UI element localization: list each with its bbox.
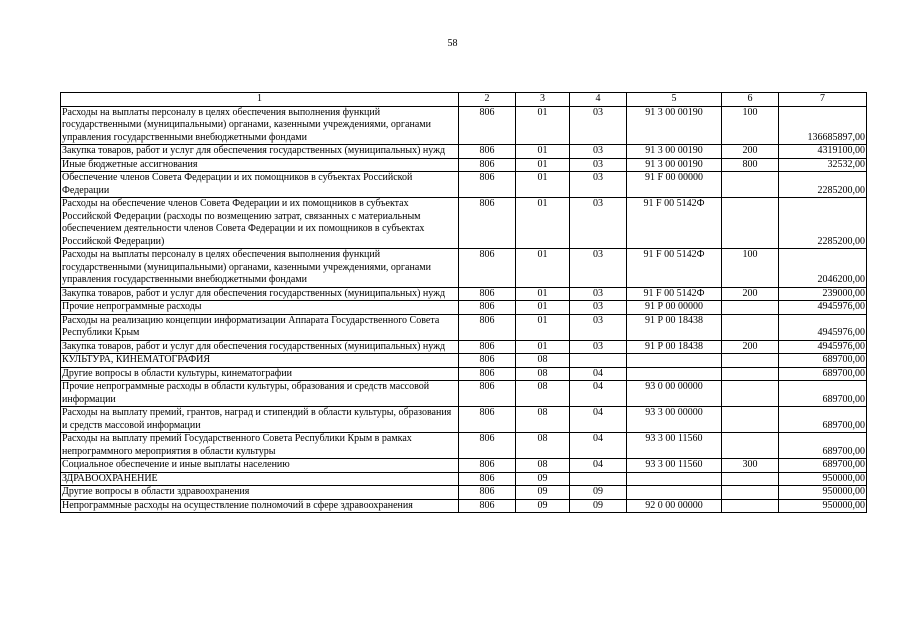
section-code-cell: 08: [516, 367, 570, 381]
amount-cell: 4945976,00: [779, 314, 867, 340]
subsection-code-cell: 03: [570, 287, 627, 301]
target-article-cell: 91 Р 00 00000: [627, 301, 722, 315]
amount-cell: 32532,00: [779, 158, 867, 172]
expense-type-cell: [722, 314, 779, 340]
amount-cell: 4945976,00: [779, 340, 867, 354]
table-row: [61, 106, 867, 145]
target-article-cell: 91 F 00 5142Ф: [627, 198, 722, 249]
target-article-cell: 93 3 00 11560: [627, 459, 722, 473]
subsection-code-cell: 04: [570, 433, 627, 459]
expense-name-cell: Социальное обеспечение и иные выплаты населению: [61, 459, 459, 473]
ministry-code-cell: 806: [459, 145, 516, 159]
subsection-code-cell: 04: [570, 407, 627, 433]
expense-name-cell: Закупка товаров, работ и услуг для обеспечения государственных (муниципальных) нужд: [61, 287, 459, 301]
subsection-code-cell: 03: [570, 314, 627, 340]
amount-cell: 950000,00: [779, 486, 867, 500]
expense-name-cell: Расходы на выплаты персоналу в целях обеспечения выполнения функций государственными (муниципальными) органами, казенными учреждениями, органами управления государственными внебюджетными фондами: [61, 106, 459, 145]
table-row: [61, 287, 867, 301]
expense-type-cell: 100: [722, 106, 779, 145]
expense-name-cell: КУЛЬТУРА, КИНЕМАТОГРАФИЯ: [61, 354, 459, 368]
section-code-cell: 01: [516, 340, 570, 354]
ministry-code-cell: 806: [459, 459, 516, 473]
section-code-cell: 01: [516, 314, 570, 340]
ministry-code-cell: 806: [459, 301, 516, 315]
table-row: [61, 158, 867, 172]
table-row: [61, 301, 867, 315]
table-row: [61, 486, 867, 500]
subsection-code-cell: 04: [570, 367, 627, 381]
table-row: [61, 472, 867, 486]
section-code-cell: 01: [516, 145, 570, 159]
expense-type-cell: [722, 367, 779, 381]
target-article-cell: 91 Р 00 18438: [627, 314, 722, 340]
amount-cell: 2285200,00: [779, 172, 867, 198]
section-code-cell: 08: [516, 381, 570, 407]
amount-cell: 2046200,00: [779, 249, 867, 288]
subsection-code-cell: 03: [570, 145, 627, 159]
expense-name-cell: Иные бюджетные ассигнования: [61, 158, 459, 172]
expense-name-cell: ЗДРАВООХРАНЕНИЕ: [61, 472, 459, 486]
target-article-cell: [627, 367, 722, 381]
section-code-cell: 01: [516, 158, 570, 172]
table-row: [61, 145, 867, 159]
subsection-code-cell: 03: [570, 106, 627, 145]
column-header-7: 7: [779, 93, 867, 107]
amount-cell: 4319100,00: [779, 145, 867, 159]
table-row: [61, 367, 867, 381]
expense-type-cell: [722, 433, 779, 459]
amount-cell: 689700,00: [779, 433, 867, 459]
ministry-code-cell: 806: [459, 486, 516, 500]
subsection-code-cell: 09: [570, 486, 627, 500]
target-article-cell: 91 F 00 5142Ф: [627, 287, 722, 301]
target-article-cell: 91 3 00 00190: [627, 158, 722, 172]
expense-type-cell: [722, 472, 779, 486]
ministry-code-cell: 806: [459, 354, 516, 368]
expense-type-cell: [722, 301, 779, 315]
subsection-code-cell: 03: [570, 249, 627, 288]
expense-name-cell: Расходы на обеспечение членов Совета Федерации и их помощников в субъектах Российской Федерации (расходы по возмещению затрат, связанных с материальным обеспечением деятельности членов Совета Федерации и их помощников в субъектах Российской Федерации): [61, 198, 459, 249]
target-article-cell: 91 Р 00 18438: [627, 340, 722, 354]
page-number: 58: [447, 38, 458, 49]
target-article-cell: 91 3 00 00190: [627, 145, 722, 159]
ministry-code-cell: 806: [459, 381, 516, 407]
amount-cell: 239000,00: [779, 287, 867, 301]
table-row: [61, 198, 867, 249]
target-article-cell: 91 3 00 00190: [627, 106, 722, 145]
target-article-cell: 93 3 00 00000: [627, 407, 722, 433]
expense-type-cell: [722, 486, 779, 500]
ministry-code-cell: 806: [459, 106, 516, 145]
expense-type-cell: [722, 354, 779, 368]
subsection-code-cell: 03: [570, 172, 627, 198]
table-row: [61, 314, 867, 340]
target-article-cell: 91 F 00 00000: [627, 172, 722, 198]
target-article-cell: [627, 354, 722, 368]
ministry-code-cell: 806: [459, 172, 516, 198]
table-row: [61, 172, 867, 198]
ministry-code-cell: 806: [459, 158, 516, 172]
table-row: [61, 459, 867, 473]
column-header-3: 3: [516, 93, 570, 107]
subsection-code-cell: 04: [570, 459, 627, 473]
subsection-code-cell: 03: [570, 301, 627, 315]
section-code-cell: 01: [516, 198, 570, 249]
section-code-cell: 01: [516, 301, 570, 315]
column-header-5: 5: [627, 93, 722, 107]
amount-cell: 950000,00: [779, 499, 867, 513]
column-header-4: 4: [570, 93, 627, 107]
target-article-cell: 92 0 00 00000: [627, 499, 722, 513]
section-code-cell: 09: [516, 472, 570, 486]
subsection-code-cell: 03: [570, 158, 627, 172]
amount-cell: 136685897,00: [779, 106, 867, 145]
subsection-code-cell: 04: [570, 381, 627, 407]
expense-name-cell: Расходы на выплату премий Государственного Совета Республики Крым в рамках непрограммного мероприятия в области культуры: [61, 433, 459, 459]
expense-name-cell: Закупка товаров, работ и услуг для обеспечения государственных (муниципальных) нужд: [61, 145, 459, 159]
ministry-code-cell: 806: [459, 314, 516, 340]
amount-cell: 950000,00: [779, 472, 867, 486]
ministry-code-cell: 806: [459, 367, 516, 381]
expense-type-cell: [722, 499, 779, 513]
expense-name-cell: Расходы на реализацию концепции информатизации Аппарата Государственного Совета Республики Крым: [61, 314, 459, 340]
expense-type-cell: 100: [722, 249, 779, 288]
subsection-code-cell: [570, 472, 627, 486]
table-row: [61, 433, 867, 459]
ministry-code-cell: 806: [459, 499, 516, 513]
expense-name-cell: Другие вопросы в области культуры, кинематографии: [61, 367, 459, 381]
subsection-code-cell: 03: [570, 340, 627, 354]
target-article-cell: 93 3 00 11560: [627, 433, 722, 459]
amount-cell: 689700,00: [779, 381, 867, 407]
section-code-cell: 01: [516, 106, 570, 145]
ministry-code-cell: 806: [459, 472, 516, 486]
expense-type-cell: 200: [722, 340, 779, 354]
expense-name-cell: Другие вопросы в области здравоохранения: [61, 486, 459, 500]
table-row: [61, 340, 867, 354]
target-article-cell: [627, 486, 722, 500]
ministry-code-cell: 806: [459, 340, 516, 354]
table-header-row: [61, 93, 867, 107]
expense-name-cell: Обеспечение членов Совета Федерации и их помощников в субъектах Российской Федерации: [61, 172, 459, 198]
ministry-code-cell: 806: [459, 407, 516, 433]
amount-cell: 2285200,00: [779, 198, 867, 249]
expense-type-cell: [722, 381, 779, 407]
amount-cell: 689700,00: [779, 407, 867, 433]
target-article-cell: 91 F 00 5142Ф: [627, 249, 722, 288]
section-code-cell: 08: [516, 354, 570, 368]
section-code-cell: 08: [516, 407, 570, 433]
amount-cell: 689700,00: [779, 459, 867, 473]
table-body: [61, 106, 867, 513]
section-code-cell: 09: [516, 499, 570, 513]
target-article-cell: 93 0 00 00000: [627, 381, 722, 407]
expense-name-cell: Непрограммные расходы на осуществление полномочий в сфере здравоохранения: [61, 499, 459, 513]
expense-name-cell: Закупка товаров, работ и услуг для обеспечения государственных (муниципальных) нужд: [61, 340, 459, 354]
column-header-2: 2: [459, 93, 516, 107]
expense-type-cell: [722, 172, 779, 198]
section-code-cell: 09: [516, 486, 570, 500]
expense-name-cell: Расходы на выплату премий, грантов, наград и стипендий в области культуры, образования и средств массовой информации: [61, 407, 459, 433]
expense-name-cell: Расходы на выплаты персоналу в целях обеспечения выполнения функций государственными (муниципальными) органами, казенными учреждениями, органами управления государственными внебюджетными фондами: [61, 249, 459, 288]
expense-type-cell: [722, 198, 779, 249]
amount-cell: 689700,00: [779, 367, 867, 381]
ministry-code-cell: 806: [459, 249, 516, 288]
ministry-code-cell: 806: [459, 287, 516, 301]
amount-cell: 689700,00: [779, 354, 867, 368]
expense-type-cell: 200: [722, 145, 779, 159]
table-row: [61, 381, 867, 407]
section-code-cell: 08: [516, 433, 570, 459]
section-code-cell: 01: [516, 287, 570, 301]
target-article-cell: [627, 472, 722, 486]
expense-type-cell: 300: [722, 459, 779, 473]
amount-cell: 4945976,00: [779, 301, 867, 315]
column-header-1: 1: [61, 93, 459, 107]
expense-name-cell: Прочие непрограммные расходы: [61, 301, 459, 315]
column-header-6: 6: [722, 93, 779, 107]
subsection-code-cell: 03: [570, 198, 627, 249]
table-row: [61, 354, 867, 368]
table-row: [61, 499, 867, 513]
section-code-cell: 01: [516, 172, 570, 198]
section-code-cell: 01: [516, 249, 570, 288]
expense-name-cell: Прочие непрограммные расходы в области культуры, образования и средств массовой информации: [61, 381, 459, 407]
ministry-code-cell: 806: [459, 198, 516, 249]
section-code-cell: 08: [516, 459, 570, 473]
budget-table: [60, 92, 867, 513]
table-row: [61, 407, 867, 433]
expense-type-cell: [722, 407, 779, 433]
expense-type-cell: 200: [722, 287, 779, 301]
subsection-code-cell: 09: [570, 499, 627, 513]
expense-type-cell: 800: [722, 158, 779, 172]
subsection-code-cell: [570, 354, 627, 368]
table-row: [61, 249, 867, 288]
ministry-code-cell: 806: [459, 433, 516, 459]
